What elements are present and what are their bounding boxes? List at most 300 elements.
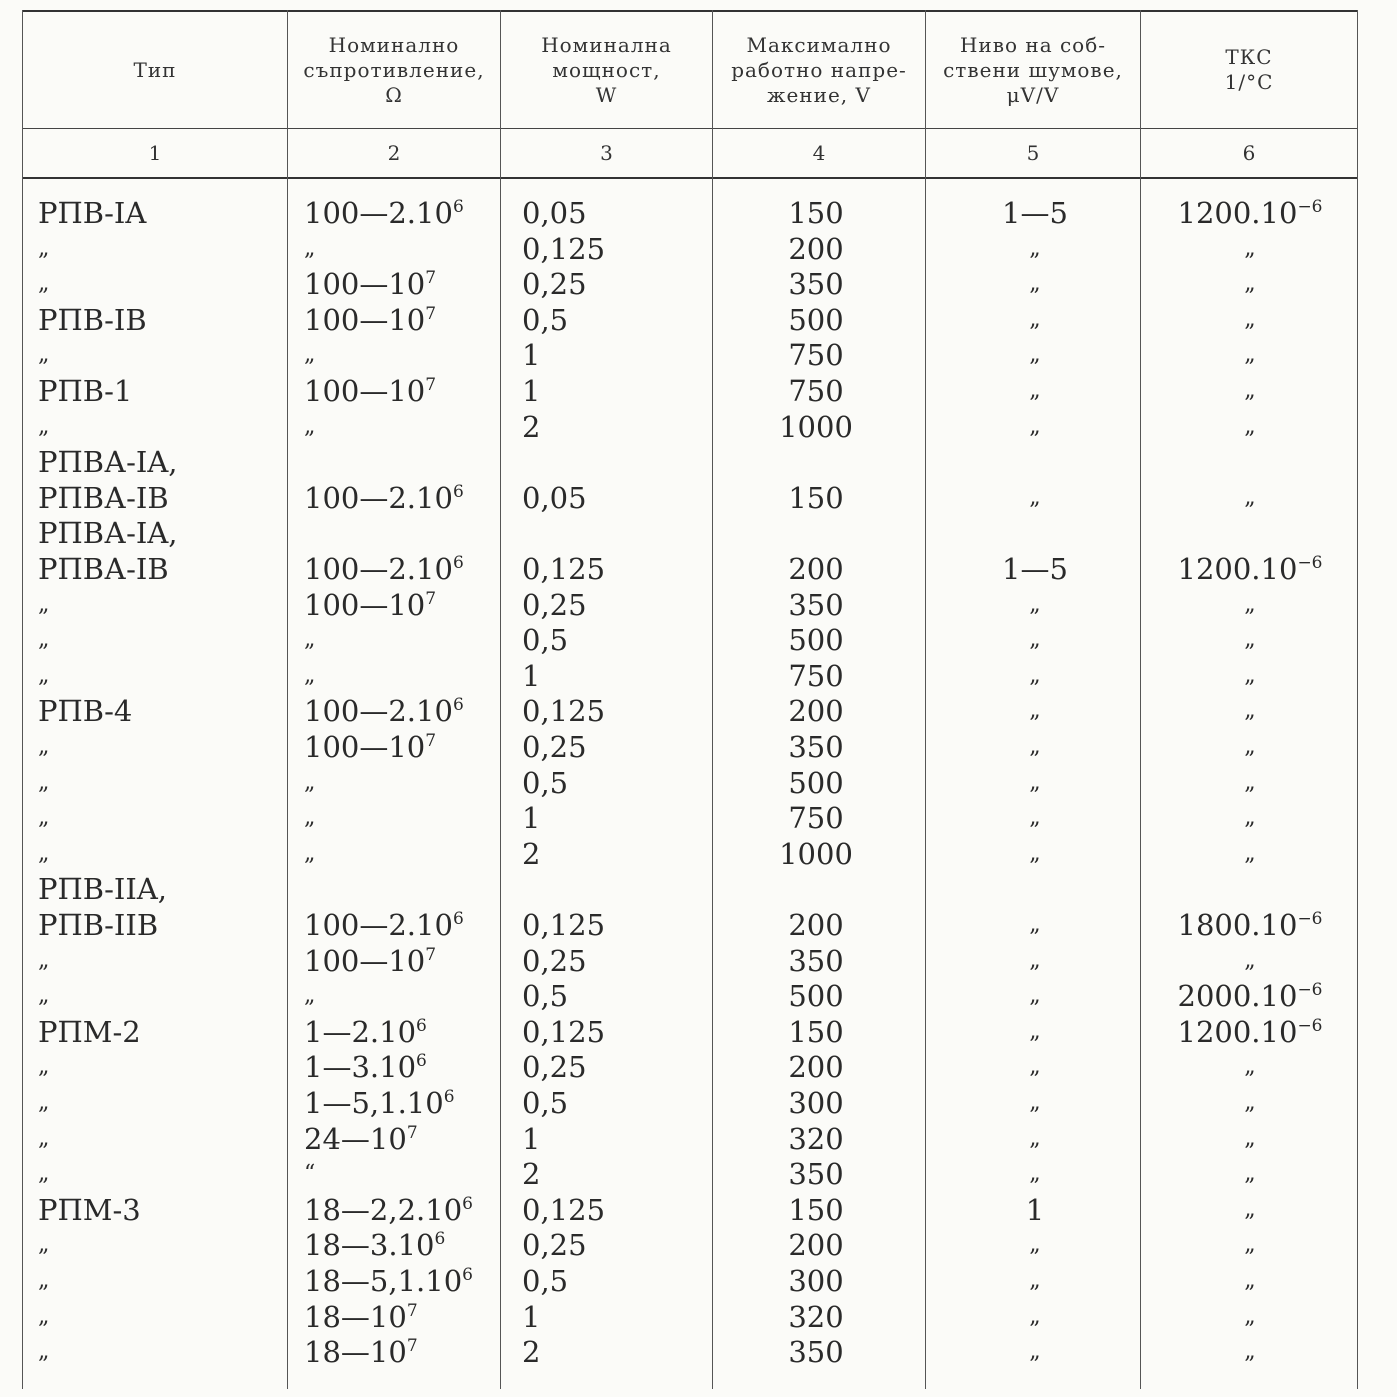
noise-cell	[930, 1016, 1140, 1048]
power-cell-text: 1	[522, 801, 541, 835]
voltage-cell	[716, 339, 916, 371]
noise-cell	[930, 909, 1140, 941]
header-type: Тип	[133, 57, 177, 82]
type-cell-text: „	[38, 734, 50, 759]
noise-cell	[930, 268, 1140, 300]
noise-cell	[930, 375, 1140, 407]
resistance-cell	[304, 233, 315, 265]
voltage-cell-text: 350	[788, 267, 844, 301]
col-divider	[1140, 179, 1141, 1389]
power-cell	[522, 589, 587, 621]
power-cell-text: 0,25	[522, 1050, 587, 1084]
resistance-cell-exponent: 6	[443, 1087, 455, 1107]
tcr-cell-text: „	[1244, 1197, 1256, 1222]
type-cell-text: „	[38, 1339, 50, 1364]
voltage-cell	[716, 660, 916, 692]
power-cell	[522, 731, 587, 763]
power-cell-text: 0,5	[522, 623, 569, 657]
type-cell-text: „	[38, 1232, 50, 1257]
noise-cell-text: „	[1029, 663, 1041, 688]
tcr-cell	[1142, 1194, 1358, 1226]
noise-cell-text: „	[1029, 1304, 1041, 1329]
voltage-cell	[716, 909, 916, 941]
voltage-cell	[716, 1229, 916, 1261]
tcr-cell	[1142, 909, 1358, 941]
tcr-cell-text: „	[1244, 1339, 1256, 1364]
col-divider	[287, 179, 288, 1389]
type-cell-text: „	[38, 663, 50, 688]
resistance-cell	[304, 909, 464, 941]
noise-cell-text: 1—5	[1002, 196, 1068, 230]
tcr-cell-exponent: −6	[1297, 909, 1323, 929]
header-resistance: Номинално съпротивление, Ω	[303, 32, 485, 107]
tcr-cell	[1142, 482, 1358, 514]
voltage-cell-text: 200	[788, 552, 844, 586]
type-cell-text: „	[38, 414, 50, 439]
noise-cell	[930, 731, 1140, 763]
voltage-cell-text: 150	[788, 481, 844, 515]
type-cell	[38, 197, 146, 229]
type-cell-text: РПВА-IA,	[38, 445, 178, 479]
power-cell	[522, 802, 540, 834]
resistance-cell-exponent: 6	[452, 909, 464, 929]
tcr-cell-text: „	[1244, 236, 1256, 261]
resistance-cell-text: 100—10	[304, 303, 426, 337]
tcr-cell-text: „	[1244, 378, 1256, 403]
tcr-cell	[1142, 233, 1358, 265]
noise-cell-text: „	[1029, 378, 1041, 403]
type-cell	[38, 1123, 49, 1155]
type-cell	[38, 1265, 49, 1297]
header-power: Номинална мощност, W	[541, 32, 672, 107]
voltage-cell-text: 320	[788, 1122, 844, 1156]
voltage-cell	[716, 980, 916, 1012]
power-cell-text: 0,25	[522, 267, 587, 301]
power-cell	[522, 624, 568, 656]
resistance-cell-text: 100—10	[304, 267, 426, 301]
voltage-cell-text: 200	[788, 694, 844, 728]
voltage-cell-text: 350	[788, 944, 844, 978]
voltage-cell	[716, 624, 916, 656]
type-cell	[38, 1301, 49, 1333]
resistance-cell	[304, 1087, 455, 1119]
type-cell	[38, 624, 49, 656]
voltage-cell-text: 750	[788, 374, 844, 408]
power-cell-text: 0,125	[522, 232, 606, 266]
noise-cell	[930, 1229, 1140, 1261]
tcr-cell	[1142, 945, 1358, 977]
tcr-cell	[1142, 339, 1358, 371]
column-number: 2	[387, 141, 401, 165]
voltage-cell	[716, 375, 916, 407]
type-cell-text: „	[38, 841, 50, 866]
type-cell	[38, 375, 132, 407]
voltage-cell	[716, 802, 916, 834]
voltage-cell-text: 200	[788, 232, 844, 266]
voltage-cell-text: 350	[788, 588, 844, 622]
power-cell	[522, 1194, 605, 1226]
noise-cell-text: 1	[1025, 1193, 1045, 1227]
tcr-cell-text: „	[1244, 1304, 1256, 1329]
tcr-cell-text: „	[1244, 1161, 1256, 1186]
power-cell-text: 1	[522, 1122, 541, 1156]
tcr-cell	[1142, 1087, 1358, 1119]
voltage-cell	[716, 1087, 916, 1119]
voltage-cell	[716, 838, 916, 870]
power-cell	[522, 1158, 540, 1190]
resistance-cell	[304, 695, 464, 727]
voltage-cell-text: 200	[788, 908, 844, 942]
noise-cell-text: „	[1029, 770, 1041, 795]
type-cell	[38, 731, 49, 763]
tcr-cell-exponent: −6	[1297, 980, 1323, 1000]
resistance-cell-text: 18—3.10	[304, 1228, 435, 1262]
power-cell	[522, 1301, 540, 1333]
resistance-cell-text: 18—10	[304, 1335, 407, 1369]
type-cell	[38, 1158, 49, 1190]
type-cell	[38, 660, 49, 692]
voltage-cell	[716, 411, 916, 443]
voltage-cell-text: 1000	[779, 410, 853, 444]
col-divider	[500, 179, 501, 1389]
noise-cell	[930, 695, 1140, 727]
tcr-cell-text: 2000.10	[1177, 979, 1298, 1013]
type-cell	[38, 1016, 141, 1048]
resistance-cell-text: „	[304, 627, 316, 652]
type-cell-text: „	[38, 1268, 50, 1293]
power-cell-text: 0,5	[522, 303, 569, 337]
tcr-cell-text: 1800.10	[1177, 908, 1298, 942]
resistance-cell-text: 100—2.10	[304, 694, 453, 728]
resistance-cell	[304, 1301, 418, 1333]
resistance-cell-exponent: 6	[452, 482, 464, 502]
power-cell	[522, 1336, 540, 1368]
resistance-cell-text: „	[304, 841, 316, 866]
resistance-cell-text: 18—10	[304, 1300, 407, 1334]
noise-cell	[930, 1051, 1140, 1083]
power-cell-text: 0,25	[522, 588, 587, 622]
type-cell	[38, 482, 169, 514]
power-cell	[522, 233, 605, 265]
column-number: 1	[148, 141, 162, 165]
type-cell-text: „	[38, 592, 50, 617]
voltage-cell-text: 350	[788, 1335, 844, 1369]
type-cell-text: РПВА-IB	[38, 481, 169, 515]
type-cell	[38, 517, 178, 549]
resistance-cell	[304, 339, 315, 371]
resistance-cell-text: „	[304, 414, 316, 439]
resistance-cell-text: „	[304, 663, 316, 688]
noise-cell-text: „	[1029, 485, 1041, 510]
tcr-cell-text: „	[1244, 414, 1256, 439]
type-cell	[38, 446, 178, 478]
tcr-cell	[1142, 660, 1358, 692]
power-cell	[522, 767, 568, 799]
power-cell-text: 2	[522, 410, 541, 444]
tcr-cell	[1142, 553, 1358, 585]
tcr-cell-exponent: −6	[1297, 197, 1323, 217]
power-cell-text: 2	[522, 837, 541, 871]
voltage-cell	[716, 695, 916, 727]
noise-cell	[930, 589, 1140, 621]
voltage-cell	[716, 1051, 916, 1083]
tcr-cell-text: „	[1244, 485, 1256, 510]
type-cell	[38, 339, 49, 371]
power-cell-text: 1	[522, 374, 541, 408]
power-cell-text: 0,05	[522, 481, 587, 515]
resistance-cell-exponent: 6	[434, 1229, 446, 1249]
voltage-cell	[716, 197, 916, 229]
tcr-cell	[1142, 1051, 1358, 1083]
tcr-cell	[1142, 304, 1358, 336]
resistance-cell-text: 100—10	[304, 944, 426, 978]
voltage-cell	[716, 945, 916, 977]
tcr-cell-text: „	[1244, 271, 1256, 296]
resistance-cell-text: 100—2.10	[304, 552, 453, 586]
type-cell	[38, 945, 49, 977]
voltage-cell	[716, 1265, 916, 1297]
noise-cell	[930, 945, 1140, 977]
type-cell-text: „	[38, 770, 50, 795]
tcr-cell	[1142, 1158, 1358, 1190]
resistance-cell-text: „	[304, 805, 316, 830]
tcr-cell	[1142, 411, 1358, 443]
noise-cell-text: „	[1029, 1126, 1041, 1151]
header-tcr: ТКС 1/°С	[1224, 45, 1274, 94]
resistance-cell-exponent: 7	[425, 375, 437, 395]
power-cell-text: 0,125	[522, 908, 606, 942]
resistance-cell	[304, 945, 436, 977]
tcr-cell-text: 1200.10	[1177, 1015, 1298, 1049]
noise-cell	[930, 197, 1140, 229]
tcr-cell	[1142, 980, 1358, 1012]
tcr-cell	[1142, 731, 1358, 763]
column-number-rule	[22, 177, 1358, 179]
resistance-cell-text: 100—2.10	[304, 481, 453, 515]
tcr-cell-text: „	[1244, 734, 1256, 759]
power-cell-text: 0,5	[522, 979, 569, 1013]
noise-cell	[930, 411, 1140, 443]
tcr-cell-text: „	[1244, 698, 1256, 723]
type-cell-text: „	[38, 1304, 50, 1329]
resistance-cell-text: 100—2.10	[304, 196, 453, 230]
col-divider	[22, 179, 23, 1389]
type-cell	[38, 1051, 49, 1083]
resistance-cell-exponent: 6	[452, 695, 464, 715]
resistance-cell	[304, 660, 315, 692]
noise-cell	[930, 1087, 1140, 1119]
voltage-cell	[716, 731, 916, 763]
type-cell-text: „	[38, 627, 50, 652]
resistance-cell-text: „	[304, 983, 316, 1008]
noise-cell	[930, 233, 1140, 265]
resistance-cell	[304, 1336, 418, 1368]
voltage-cell	[716, 233, 916, 265]
type-cell-text: РПВА-IB	[38, 552, 169, 586]
type-cell	[38, 802, 49, 834]
resistance-cell	[304, 731, 436, 763]
tcr-cell	[1142, 695, 1358, 727]
tcr-cell-text: „	[1244, 342, 1256, 367]
voltage-cell	[716, 1016, 916, 1048]
power-cell-text: 0,125	[522, 694, 606, 728]
resistance-cell-text: 1—2.10	[304, 1015, 417, 1049]
voltage-cell-text: 320	[788, 1300, 844, 1334]
type-cell-text: „	[38, 1090, 50, 1115]
power-cell	[522, 1123, 540, 1155]
type-cell	[38, 767, 49, 799]
power-cell	[522, 482, 587, 514]
tcr-cell-text: „	[1244, 1090, 1256, 1115]
type-cell	[38, 873, 167, 905]
power-cell	[522, 411, 540, 443]
tcr-cell-text: „	[1244, 627, 1256, 652]
voltage-cell	[716, 1123, 916, 1155]
voltage-cell	[716, 1336, 916, 1368]
type-cell	[38, 411, 49, 443]
voltage-cell-text: 750	[788, 801, 844, 835]
noise-cell-text: „	[1029, 1090, 1041, 1115]
resistance-cell-exponent: 7	[406, 1301, 418, 1321]
power-cell	[522, 980, 568, 1012]
voltage-cell	[716, 482, 916, 514]
tcr-cell-text: „	[1244, 1232, 1256, 1257]
noise-cell-text: „	[1029, 1019, 1041, 1044]
power-cell-text: 0,125	[522, 1193, 606, 1227]
resistance-cell-text: 100—10	[304, 730, 426, 764]
header-voltage: Максимално работно напре- жение, V	[731, 32, 907, 107]
power-cell	[522, 909, 605, 941]
tcr-cell	[1142, 624, 1358, 656]
type-cell-text: „	[38, 342, 50, 367]
type-cell-text: „	[38, 805, 50, 830]
power-cell-text: 0,5	[522, 1086, 569, 1120]
type-cell-text: РПВ-IB	[38, 303, 147, 337]
voltage-cell-text: 200	[788, 1050, 844, 1084]
resistance-cell	[304, 304, 436, 336]
resistance-cell	[304, 589, 436, 621]
resistance-cell	[304, 1194, 473, 1226]
noise-cell-text: „	[1029, 592, 1041, 617]
resistance-cell-text: „	[304, 770, 316, 795]
type-cell	[38, 589, 49, 621]
type-cell-text: „	[38, 236, 50, 261]
tcr-cell-text: „	[1244, 948, 1256, 973]
power-cell	[522, 945, 587, 977]
type-cell-text: „	[38, 271, 50, 296]
resistance-cell-text: 24—10	[304, 1122, 407, 1156]
power-cell-text: 0,25	[522, 944, 587, 978]
resistance-cell	[304, 767, 315, 799]
type-cell-text: „	[38, 1126, 50, 1151]
voltage-cell-text: 500	[788, 766, 844, 800]
tcr-cell	[1142, 1336, 1358, 1368]
type-cell	[38, 1194, 141, 1226]
voltage-cell	[716, 1301, 916, 1333]
tcr-cell	[1142, 802, 1358, 834]
resistance-cell	[304, 1265, 473, 1297]
noise-cell-text: „	[1029, 627, 1041, 652]
voltage-cell-text: 300	[788, 1264, 844, 1298]
noise-cell	[930, 624, 1140, 656]
tcr-cell	[1142, 1301, 1358, 1333]
type-cell-text: „	[38, 948, 50, 973]
noise-cell	[930, 980, 1140, 1012]
power-cell-text: 1	[522, 338, 541, 372]
tcr-cell-text: „	[1244, 1126, 1256, 1151]
voltage-cell	[716, 304, 916, 336]
voltage-cell-text: 500	[788, 303, 844, 337]
power-cell-text: 0,5	[522, 766, 569, 800]
resistance-cell	[304, 553, 464, 585]
power-cell	[522, 304, 568, 336]
col-divider	[1357, 10, 1358, 179]
voltage-cell-text: 1000	[779, 837, 853, 871]
power-cell	[522, 660, 540, 692]
resistance-cell-exponent: 7	[425, 589, 437, 609]
voltage-cell-text: 150	[788, 1193, 844, 1227]
noise-cell	[930, 304, 1140, 336]
noise-cell-text: „	[1029, 983, 1041, 1008]
tcr-cell	[1142, 268, 1358, 300]
tcr-cell-text: „	[1244, 770, 1256, 795]
tcr-cell	[1142, 767, 1358, 799]
resistance-cell	[304, 1229, 445, 1261]
voltage-cell-text: 150	[788, 1015, 844, 1049]
power-cell-text: 2	[522, 1157, 541, 1191]
resistance-cell	[304, 411, 315, 443]
type-cell	[38, 909, 158, 941]
type-cell	[38, 1336, 49, 1368]
noise-cell	[930, 1265, 1140, 1297]
noise-cell-text: „	[1029, 236, 1041, 261]
tcr-cell	[1142, 1123, 1358, 1155]
resistance-cell	[304, 375, 436, 407]
resistance-cell-text: „	[304, 342, 316, 367]
voltage-cell	[716, 1158, 916, 1190]
type-cell	[38, 268, 49, 300]
resistance-cell-text: 100—10	[304, 374, 426, 408]
type-cell-text: РПВ-IIA,	[38, 872, 167, 906]
noise-cell-text: „	[1029, 912, 1041, 937]
tcr-cell-exponent: −6	[1297, 1016, 1323, 1036]
power-cell	[522, 838, 540, 870]
power-cell	[522, 339, 540, 371]
type-cell-text: РПМ-3	[38, 1193, 141, 1227]
power-cell-text: 0,125	[522, 552, 606, 586]
type-cell-text: „	[38, 1161, 50, 1186]
noise-cell	[930, 339, 1140, 371]
tcr-cell-text: 1200.10	[1177, 196, 1298, 230]
voltage-cell-text: 350	[788, 730, 844, 764]
power-cell	[522, 1087, 568, 1119]
column-number: 4	[812, 141, 826, 165]
noise-cell-text: „	[1029, 948, 1041, 973]
tcr-cell-text: „	[1244, 307, 1256, 332]
tcr-cell-text: „	[1244, 592, 1256, 617]
type-cell-text: РПВ-4	[38, 694, 133, 728]
noise-cell	[930, 802, 1140, 834]
column-number: 5	[1026, 141, 1040, 165]
noise-cell-text: „	[1029, 1161, 1041, 1186]
resistance-cell-text: 1—3.10	[304, 1050, 417, 1084]
power-cell	[522, 553, 605, 585]
power-cell	[522, 695, 605, 727]
resistance-cell	[304, 802, 315, 834]
resistance-cell-exponent: 7	[406, 1123, 418, 1143]
type-cell	[38, 553, 169, 585]
voltage-cell-text: 350	[788, 1157, 844, 1191]
